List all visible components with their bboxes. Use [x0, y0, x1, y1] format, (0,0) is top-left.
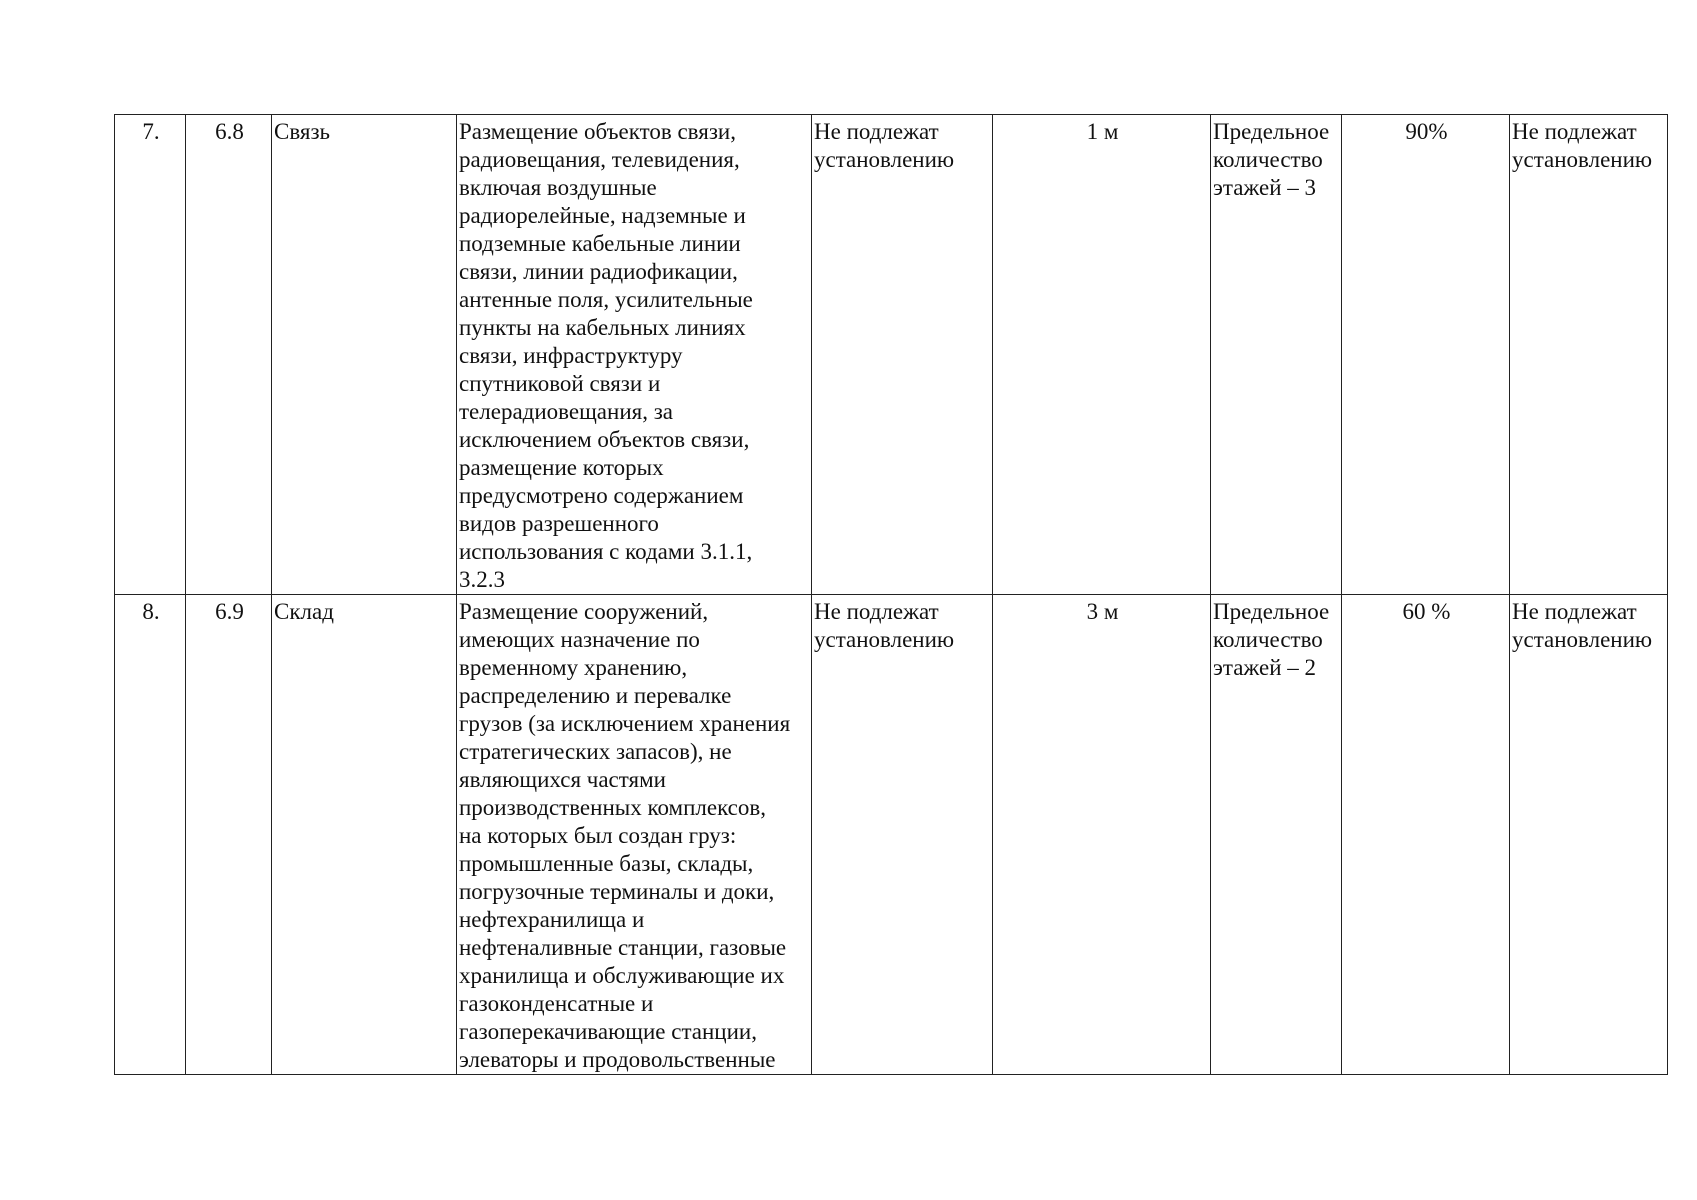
min-indent: 3 м [993, 595, 1211, 1075]
min-plot-size: Не подлежат установлению [812, 115, 993, 595]
max-coverage-percent: 60 % [1342, 595, 1510, 1075]
min-indent: 1 м [993, 115, 1211, 595]
table-row [115, 595, 1668, 1075]
min-plot-size: Не подлежат установлению [812, 595, 993, 1075]
use-code: 6.9 [186, 595, 272, 1075]
other-parameters: Не подлежат установлению [1510, 115, 1668, 595]
table-row [115, 115, 1668, 595]
max-coverage-percent: 90% [1342, 115, 1510, 595]
row-number: 8. [115, 595, 186, 1075]
use-name: Связь [272, 115, 457, 595]
use-code: 6.8 [186, 115, 272, 595]
max-floors: Предельное количество этажей – 3 [1211, 115, 1342, 595]
row-number: 7. [115, 115, 186, 595]
zoning-table [114, 114, 1668, 1075]
use-description: Размещение сооружений, имеющих назначение по временному хранению, распределению и перевалке грузов (за исключением хранения стратегических запасов), не являющихся частями производственных комплексов, на которых был создан груз: промышленные базы, склады, погрузочные терминалы и доки, нефтехранилища и нефтеналивные станции, газовые хранилища и обслуживающие их газоконденсатные и газоперекачивающие станции, элеваторы и продовольственные [457, 595, 812, 1075]
max-floors: Предельное количество этажей – 2 [1211, 595, 1342, 1075]
use-name: Склад [272, 595, 457, 1075]
use-description: Размещение объектов связи, радиовещания, телевидения, включая воздушные радиорелейные, надземные и подземные кабельные линии связи, линии радиофикации, антенные поля, усилительные пункты на кабельных линиях связи, инфраструктуру спутниковой связи и телерадиовещания, за исключением объектов связи, размещение которых предусмотрено содержанием видов разрешенного использования с кодами 3.1.1, 3.2.3 [457, 115, 812, 595]
other-parameters: Не подлежат установлению [1510, 595, 1668, 1075]
